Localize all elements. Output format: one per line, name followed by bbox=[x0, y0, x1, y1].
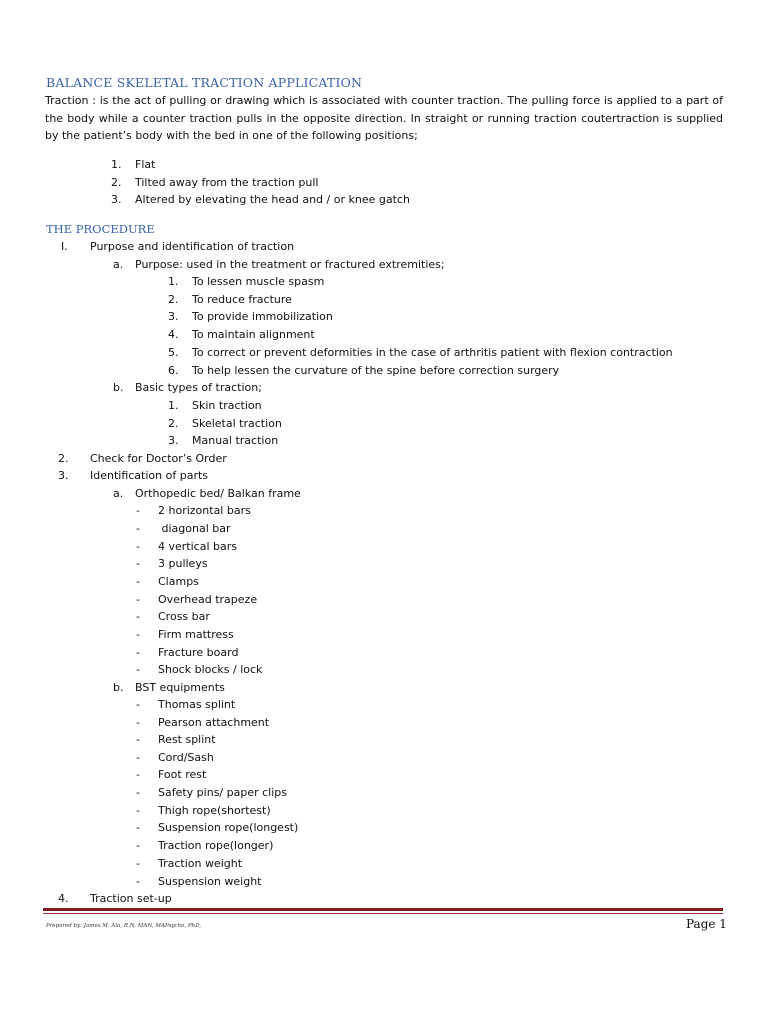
list-dash: - bbox=[136, 751, 140, 764]
list-number: 2. bbox=[168, 417, 179, 430]
list-number: 1. bbox=[111, 158, 122, 171]
list-dash: - bbox=[136, 768, 140, 781]
list-item: Overhead trapeze bbox=[158, 593, 258, 606]
list-dash: - bbox=[136, 663, 140, 676]
section-title: Identification of parts bbox=[90, 469, 209, 482]
list-number: 1. bbox=[168, 399, 179, 412]
list-dash: - bbox=[136, 628, 140, 641]
list-item: Safety pins/ paper clips bbox=[158, 786, 287, 799]
list-item: To provide immobilization bbox=[192, 310, 333, 323]
list-number: 5. bbox=[168, 346, 179, 359]
list-dash: - bbox=[136, 839, 140, 852]
list-dash: - bbox=[136, 504, 140, 517]
document-title: BALANCE SKELETAL TRACTION APPLICATION bbox=[46, 75, 363, 90]
list-dash: - bbox=[136, 733, 140, 746]
list-item: 3 pulleys bbox=[158, 557, 208, 570]
list-item: To correct or prevent deformities in the case of arthritis patient with flexion contraction bbox=[192, 346, 673, 359]
list-number: 4. bbox=[168, 328, 179, 341]
list-dash: - bbox=[136, 804, 140, 817]
list-item: To help lessen the curvature of the spine before correction surgery bbox=[192, 364, 560, 377]
list-dash: - bbox=[136, 821, 140, 834]
subsection-letter: a. bbox=[113, 258, 124, 271]
list-item: Cross bar bbox=[158, 610, 210, 623]
list-dash: - bbox=[136, 540, 140, 553]
section-title: Check for Doctor’s Order bbox=[90, 452, 227, 465]
list-item: Firm mattress bbox=[158, 628, 234, 641]
list-dash: - bbox=[136, 646, 140, 659]
list-item: Fracture board bbox=[158, 646, 239, 659]
list-item: Shock blocks / lock bbox=[158, 663, 263, 676]
subsection-title: Basic types of traction; bbox=[135, 381, 262, 394]
section-number: 2. bbox=[58, 452, 69, 465]
list-dash: - bbox=[136, 698, 140, 711]
list-item: Rest splint bbox=[158, 733, 216, 746]
list-number: 6. bbox=[168, 364, 179, 377]
footer-rule-thin bbox=[43, 913, 723, 914]
list-item: To reduce fracture bbox=[192, 293, 292, 306]
list-dash: - bbox=[136, 575, 140, 588]
subsection-letter: b. bbox=[113, 681, 124, 694]
section-number: 4. bbox=[58, 892, 69, 905]
list-number: 3. bbox=[111, 193, 122, 206]
list-item: Manual traction bbox=[192, 434, 279, 447]
footer-rule bbox=[43, 908, 723, 911]
procedure-heading: THE PROCEDURE bbox=[46, 222, 155, 236]
subsection-title: Orthopedic bed/ Balkan frame bbox=[135, 487, 301, 500]
list-item: Cord/Sash bbox=[158, 751, 214, 764]
list-item: Suspension rope(longest) bbox=[158, 821, 299, 834]
list-item: Suspension weight bbox=[158, 875, 262, 888]
list-item: Traction rope(longer) bbox=[158, 839, 274, 852]
list-item: diagonal bar bbox=[158, 522, 231, 535]
list-item: Skin traction bbox=[192, 399, 262, 412]
section-title: Purpose and identification of traction bbox=[90, 240, 295, 253]
list-item: Clamps bbox=[158, 575, 199, 588]
list-dash: - bbox=[136, 593, 140, 606]
list-item: Thomas splint bbox=[158, 698, 236, 711]
section-number: I. bbox=[61, 240, 68, 253]
list-item: Skeletal traction bbox=[192, 417, 282, 430]
subsection-letter: b. bbox=[113, 381, 124, 394]
intro-paragraph: Traction : is the act of pulling or drawing which is associated with counter traction. The pulling force is applied to a part of the body while a counter traction pulls in the opposite direction. In straight or running traction coutertraction is supplied by the patient’s body with the bed in one of the following positions; bbox=[45, 94, 723, 142]
page-number: Page 1 bbox=[686, 917, 727, 931]
list-dash: - bbox=[136, 610, 140, 623]
list-item: Tilted away from the traction pull bbox=[135, 176, 319, 189]
prepared-by: Prepared by: James M. Ala, R.N, MAN, MAPsycho, PhD, bbox=[46, 923, 202, 929]
list-number: 1. bbox=[168, 275, 179, 288]
list-number: 3. bbox=[168, 434, 179, 447]
section-title: Traction set-up bbox=[90, 892, 172, 905]
subsection-title: Purpose: used in the treatment or fractured extremities; bbox=[135, 258, 445, 271]
list-item: Thigh rope(shortest) bbox=[158, 804, 271, 817]
subsection-title: BST equipments bbox=[135, 681, 225, 694]
list-item: To maintain alignment bbox=[192, 328, 315, 341]
section-number: 3. bbox=[58, 469, 69, 482]
list-number: 3. bbox=[168, 310, 179, 323]
list-dash: - bbox=[136, 786, 140, 799]
list-dash: - bbox=[136, 857, 140, 870]
list-item: 2 horizontal bars bbox=[158, 504, 251, 517]
list-item: To lessen muscle spasm bbox=[192, 275, 325, 288]
list-item: Pearson attachment bbox=[158, 716, 270, 729]
list-item: 4 vertical bars bbox=[158, 540, 237, 553]
list-item: Altered by elevating the head and / or knee gatch bbox=[135, 193, 410, 206]
list-number: 2. bbox=[111, 176, 122, 189]
list-dash: - bbox=[136, 875, 140, 888]
list-item: Traction weight bbox=[158, 857, 243, 870]
list-item: Flat bbox=[135, 158, 156, 171]
subsection-letter: a. bbox=[113, 487, 124, 500]
list-dash: - bbox=[136, 522, 140, 535]
list-item: Foot rest bbox=[158, 768, 207, 781]
list-dash: - bbox=[136, 716, 140, 729]
list-dash: - bbox=[136, 557, 140, 570]
list-number: 2. bbox=[168, 293, 179, 306]
